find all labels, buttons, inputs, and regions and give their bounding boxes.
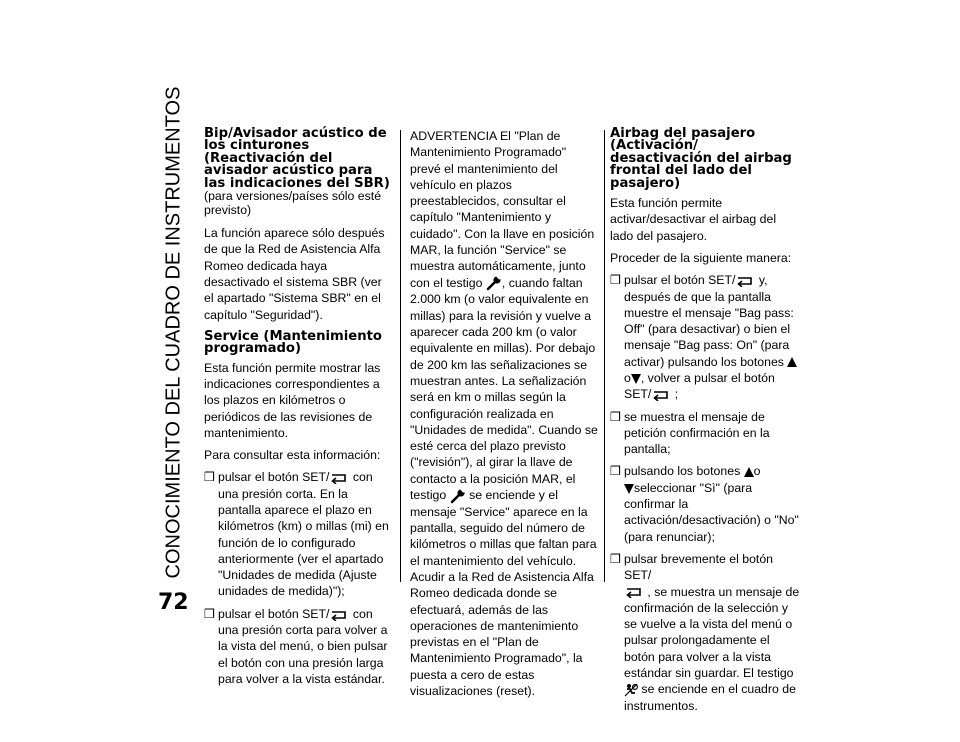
column-2: [410, 128, 600, 705]
bullet-item: ❒ pulsar brevemente el botón SET/ , se muestra un mensaje de confirmación de la selección y se vuelve a la vista del menú o pulsar prolongadamente el botón para volver a la vista estándar sin guardar. El testigo se enciende en el cuadro de instrumentos.: [610, 551, 800, 713]
bullet-marker: ❒: [610, 551, 622, 566]
arrow-up-icon: [787, 357, 797, 367]
paragraph: La función aparece sólo después de que la Red de Asistencia Alfa Romeo dedicada haya desactivado el sistema SBR (ver el apartado "Sistema SBR" en el capítulo "Seguridad").: [204, 226, 385, 322]
bullet-marker: ❒: [204, 470, 216, 485]
set-return-icon: [329, 472, 349, 484]
airbag-off-icon: [624, 683, 638, 697]
set-return-icon: [624, 586, 644, 598]
heading-airbag: Airbag del pasajero (Activación/ desactivación del airbag frontal del lado del pasajero): [610, 126, 792, 191]
set-return-icon: [735, 275, 755, 287]
chapter-side-title-text: CONOCIMIENTO DEL CUADRO DE INSTRUMENTOS: [162, 86, 185, 578]
bullet-item: ❒ pulsar el botón SET/ y, después de que la pantalla muestre el mensaje "Bag pass: Off" (para desactivar) o bien el mensaje "Bag pass: On" (para activar) pulsando los botones o , volver a pulsar el botón SET/ ;: [610, 272, 800, 402]
paragraph: Esta función permite activar/desactivar el airbag del lado del pasajero.: [610, 196, 777, 243]
wrench-icon: [450, 488, 466, 504]
heading-sbr: Bip/Avisador acústico de los cinturones (Reactivación del avisador acústico para las indicaciones del SBR): [204, 126, 390, 191]
arrow-down-icon: [631, 374, 641, 384]
set-return-icon: [329, 609, 349, 621]
paragraph: Esta función permite mostrar las indicaciones correspondientes a los plazos en kilómetros o periódicos de las revisiones de mantenimiento.: [204, 360, 381, 440]
column-1: [204, 128, 394, 693]
wrench-icon: [486, 275, 502, 291]
arrow-down-icon: [624, 484, 634, 494]
bullet-marker: ❒: [610, 464, 622, 479]
bullet-marker: ❒: [610, 409, 622, 424]
set-return-icon: [651, 389, 671, 401]
bullet-item: ❒ pulsar el botón SET/ con una presión corta. En la pantalla aparece el plazo en kilómetros (km) o millas (mi) en función de lo configurado anteriormente (ver el apartado "Unidades de medida (Ajuste unidades de medida)");: [204, 470, 389, 599]
column-3: [610, 128, 800, 720]
column-divider: [400, 130, 401, 582]
bullet-marker: ❒: [204, 606, 216, 621]
bullet-marker: ❒: [610, 273, 622, 288]
page-number: 72: [158, 590, 189, 615]
paragraph: Para consultar esta información:: [204, 448, 381, 463]
warning-paragraph: ADVERTENCIA El "Plan de Mantenimiento Programado" prevé el mantenimiento del vehículo en plazos preestablecidos, consultar el capítulo "Mantenimiento y cuidado". Con la llave en posición MAR, la función "Service" se muestra automáticamente, junto con el testigo , cuando faltan 2.000 km (o valor equivalente en millas) para la revisión y vuelve a aparecer cada 200 km (o valor equivalente en millas). Por debajo de 200 km las señalizaciones se muestran antes. La señalización será en km o millas según la configuración realizada en "Unidades de medida". Cuando se esté cerca del plazo previsto ("revisión"), al girar la llave de contacto a la posición MAR, el testigo se enciende y el mensaje "Service" aparece en la pantalla, seguido del número de kilómetros o millas que faltan para el mantenimiento del vehículo. Acudir a la Red de Asistencia Alfa Romeo dedicada donde se efectuará, además de las operaciones de mantenimiento previstas en el "Plan de Mantenimiento Programado", la puesta a cero de estas visualizaciones (reset).: [410, 129, 598, 698]
arrow-up-icon: [744, 467, 754, 477]
chapter-side-title: [160, 86, 188, 578]
column-divider: [604, 130, 605, 582]
bullet-item: ❒ se muestra el mensaje de petición confirmación en la pantalla;: [610, 409, 770, 457]
bullet-item: ❒ pulsando los botones o seleccionar "Sì" (para confirmar la activación/desactivación) o "No" (para renunciar);: [610, 464, 799, 544]
paragraph: Proceder de la siguiente manera:: [610, 250, 792, 265]
heading-service: Service (Mantenimiento programado): [204, 328, 382, 357]
heading-sbr-note: (para versiones/países sólo esté previsto): [204, 189, 382, 217]
bullet-item: ❒ pulsar el botón SET/ con una presión corta para volver a la vista del menú, o bien pulsar el botón con una presión larga para volver a la vista estándar.: [204, 606, 388, 686]
